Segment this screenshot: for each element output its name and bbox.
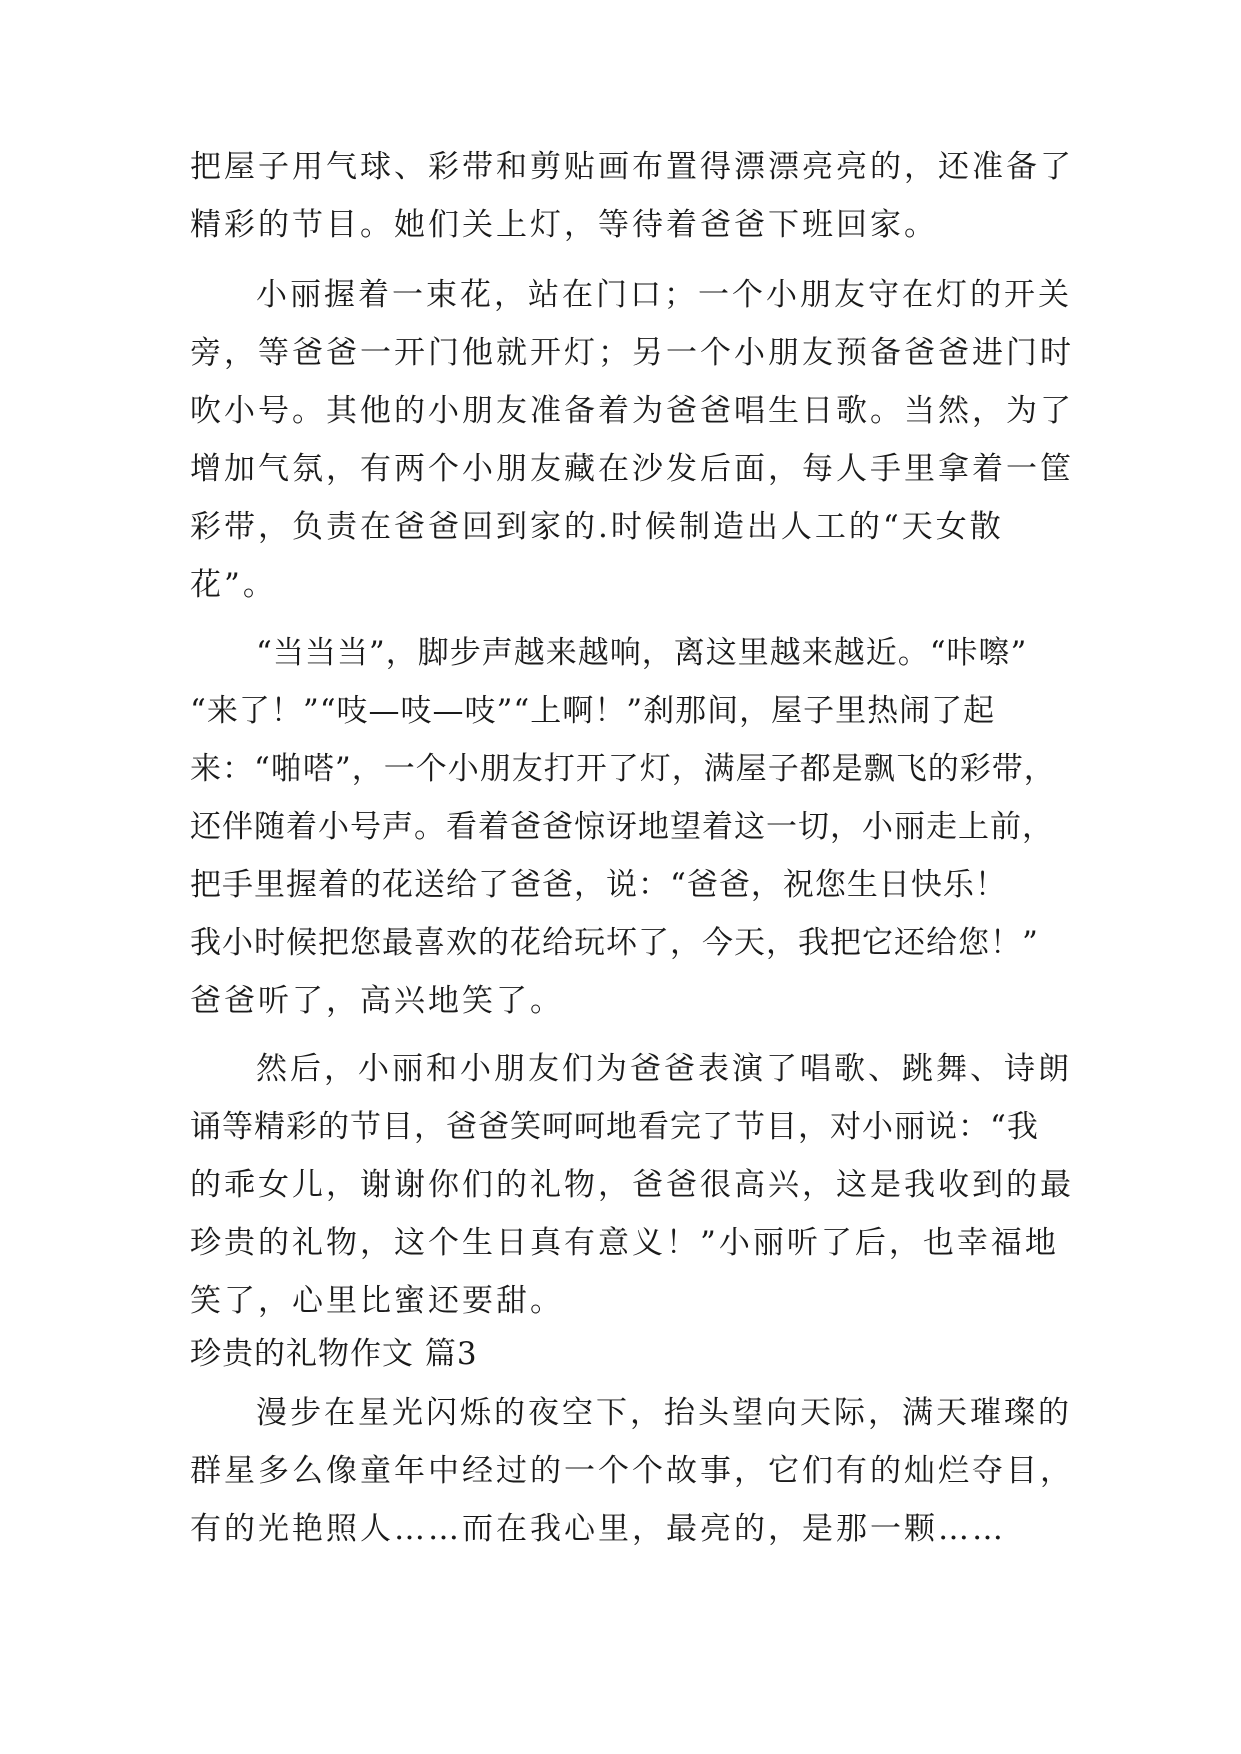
text-line: 精彩的节目。她们关上灯，等待着爸爸下班回家。 — [190, 207, 938, 243]
text-line: 有的光艳照人……而在我心里，最亮的，是那一颗…… — [190, 1511, 1006, 1547]
text-line: 彩带，负责在爸爸回到家的.时候制造出人工的“天女散 — [190, 509, 1004, 545]
text-line: 珍贵的礼物，这个生日真有意义！”小丽听了后，也幸福地 — [190, 1225, 1059, 1261]
text-line: 我小时候把您最喜欢的花给玩坏了，今天，我把它还给您！” — [190, 925, 1039, 961]
text-line: 花”。 — [190, 567, 277, 603]
text-line: 爸爸听了，高兴地笑了。 — [190, 983, 564, 1019]
text-line: “来了！”“吱—吱—吱”“上啊！”刹那间，屋子里热闹了起 — [190, 693, 996, 729]
text-line: 来：“啪嗒”，一个小朋友打开了灯，满屋子都是飘飞的彩带， — [190, 751, 1056, 787]
text-line: 旁，等爸爸一开门他就开灯；另一个小朋友预备爸爸进门时 — [190, 335, 1074, 371]
text-line: 把屋子用气球、彩带和剪贴画布置得漂漂亮亮的，还准备了 — [190, 149, 1074, 185]
paragraph-first-line: 漫步在星光闪烁的夜空下，抬头望向天际，满天璀璨的 — [256, 1395, 1072, 1431]
paragraph-first-line: “当当当”，脚步声越来越响，离这里越来越近。“咔嚓” — [256, 635, 1028, 671]
text-line: 的乖女儿，谢谢你们的礼物，爸爸很高兴，这是我收到的最 — [190, 1167, 1074, 1203]
text-line: 群星多么像童年中经过的一个个故事，它们有的灿烂夺目， — [190, 1453, 1074, 1489]
text-line: 吹小号。其他的小朋友准备着为爸爸唱生日歌。当然，为了 — [190, 393, 1074, 429]
text-line: 增加气氛，有两个小朋友藏在沙发后面，每人手里拿着一筐 — [190, 451, 1074, 487]
section-heading: 珍贵的礼物作文 篇3 — [190, 1336, 478, 1372]
text-line: 笑了，心里比蜜还要甜。 — [190, 1283, 564, 1319]
text-line: 还伴随着小号声。看着爸爸惊讶地望着这一切，小丽走上前， — [190, 809, 1054, 845]
paragraph-first-line: 然后，小丽和小朋友们为爸爸表演了唱歌、跳舞、诗朗 — [256, 1051, 1072, 1087]
text-line: 诵等精彩的节目，爸爸笑呵呵地看完了节目，对小丽说：“我 — [190, 1109, 1039, 1145]
text-line: 把手里握着的花送给了爸爸，说：“爸爸，祝您生日快乐！ — [190, 867, 1007, 903]
paragraph-first-line: 小丽握着一束花，站在门口；一个小朋友守在灯的开关 — [256, 277, 1072, 313]
